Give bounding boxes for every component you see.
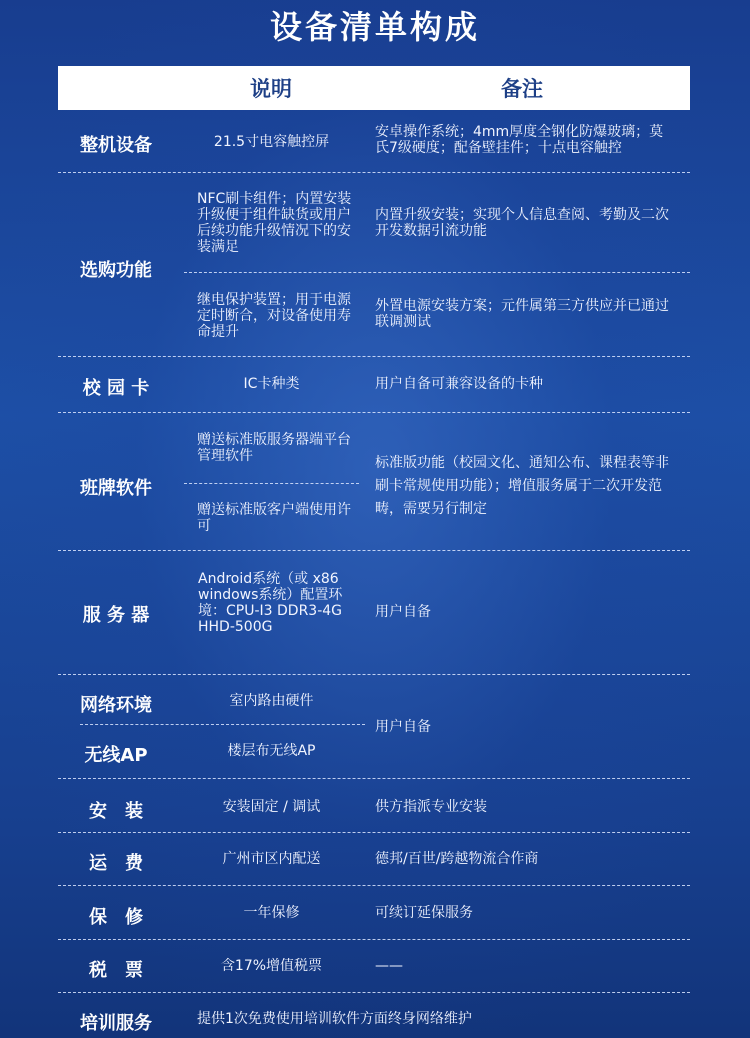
category-campus-card: 校 园 卡: [82, 378, 150, 399]
desc-server: Android系统（或 x86 windows系统）配置环境：CPU-I3 DDR3-4G HHD-500G: [198, 571, 343, 635]
header-remarks: 备注: [501, 77, 543, 101]
category-software: 班牌软件: [80, 478, 152, 499]
row-divider: [58, 412, 690, 413]
category-warranty: 保 修: [89, 907, 143, 928]
page-title: 设备清单构成: [269, 8, 480, 46]
note-relay: 外置电源安装方案；元件属第三方供应并已通过联调测试: [375, 298, 669, 330]
category-invoice: 税 票: [89, 960, 143, 981]
desc-device: 21.5寸电容触控屏: [213, 134, 330, 150]
desc-training: 提供1次免费使用培训软件方面终身网络维护: [197, 1011, 472, 1027]
row-divider: [58, 674, 690, 675]
row-divider: [58, 939, 690, 940]
note-software: 标准版功能（校园文化、通知公布、课程表等非刷卡常规使用功能）；增值服务属于二次开发范畴，需要另行制定: [375, 455, 669, 517]
desc-server-software: 赠送标准版服务器端平台管理软件: [197, 432, 351, 464]
note-installation: 供方指派专业安装: [375, 799, 487, 815]
category-training: 培训服务: [80, 1013, 152, 1034]
table-header: [58, 66, 690, 110]
row-divider: [58, 992, 690, 993]
row-divider: [58, 832, 690, 833]
category-wireless-ap: 无线AP: [84, 745, 148, 766]
header-description: 说明: [250, 77, 292, 101]
note-network: 用户自备: [375, 719, 431, 735]
desc-warranty: 一年保修: [243, 905, 300, 921]
category-installation: 安 装: [89, 801, 143, 822]
row-divider: [58, 172, 690, 173]
category-server: 服 务 器: [82, 605, 150, 626]
desc-client-license: 赠送标准版客户端使用许可: [197, 502, 351, 534]
desc-nfc: NFC刷卡组件；内置安装升级便于组件缺货或用户后续功能升级情况下的安装满足: [197, 191, 352, 255]
desc-invoice: 含17%增值税票: [220, 958, 323, 974]
desc-campus-card: IC卡种类: [243, 376, 300, 392]
category-network: 网络环境: [80, 695, 152, 716]
row-divider: [58, 885, 690, 886]
note-nfc: 内置升级安装；实现个人信息查阅、考勤及二次开发数据引流功能: [375, 207, 669, 239]
row-divider: [58, 550, 690, 551]
category-optional: 选购功能: [80, 260, 152, 281]
note-shipping: 德邦/百世/跨越物流合作商: [375, 851, 539, 867]
note-invoice: ——: [375, 958, 403, 974]
note-warranty: 可续订延保服务: [375, 905, 473, 921]
note-device: 安卓操作系统；4mm厚度全钢化防爆玻璃；莫氏7级硬度；配备壁挂件；十点电容触控: [375, 124, 664, 156]
category-device: 整机设备: [80, 135, 152, 156]
desc-relay: 继电保护装置；用于电源定时断合，对设备使用寿命提升: [197, 292, 351, 340]
sub-divider: [184, 483, 359, 484]
note-server: 用户自备: [375, 604, 431, 620]
desc-shipping: 广州市区内配送: [222, 851, 321, 867]
desc-wireless-ap: 楼层布无线AP: [227, 743, 316, 759]
desc-installation: 安装固定 / 调试: [222, 799, 321, 815]
row-divider: [58, 356, 690, 357]
note-campus-card: 用户自备可兼容设备的卡种: [375, 376, 543, 392]
desc-network: 室内路由硬件: [229, 693, 314, 709]
sub-divider: [184, 272, 690, 273]
category-shipping: 运 费: [89, 853, 143, 874]
sub-divider: [80, 724, 365, 725]
row-divider: [58, 778, 690, 779]
